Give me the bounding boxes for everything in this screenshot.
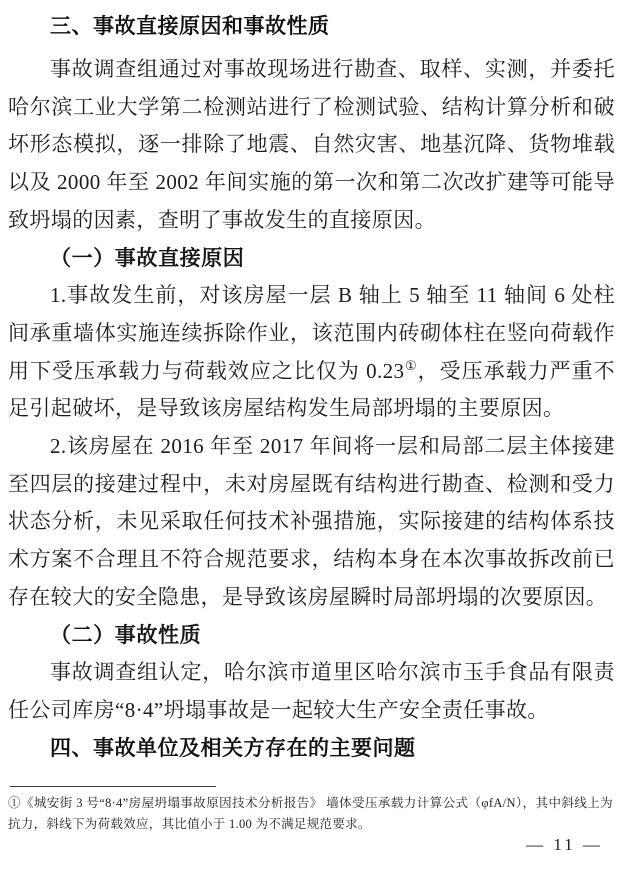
footnote-reference-mark: ①	[404, 357, 418, 373]
subsection1-heading: （一）事故直接原因	[50, 245, 245, 270]
direct-cause-1-text-before: 1.事故发生前，对该房屋一层 B 轴上 5 轴至 11 轴间 6 处柱间承重墙体实施连续拆除作业，该范围内砖砌体柱在竖向荷载作用下受压承载力与荷载效应之比仅为 0.23	[8, 283, 615, 383]
section4-heading: 四、事故单位及相关方存在的主要问题	[50, 736, 416, 760]
footnote-separator-line	[10, 786, 216, 787]
footnote-text: 《城安街 3 号“8·4”房屋坍塌事故原因技术分析报告》 墙体受压承载力计算公式（φfA/N），其中斜线上为抗力，斜线下为荷载效应，其比值小于 1.00 为不满足规范要求。	[8, 796, 613, 831]
section3-intro-paragraph: 事故调查组通过对事故现场进行勘查、取样、实测，并委托哈尔滨工业大学第二检测站进行了检测试验、结构计算分析和破坏形态模拟，逐一排除了地震、自然灾害、地基沉降、货物堆载以及 2000 年至 2002 年间实施的第一次和第二次改扩建等可能导致坍塌的因素，查明了事故发生的直接原因。	[8, 57, 615, 232]
subsection2-heading: （二）事故性质	[50, 622, 202, 647]
document-body	[8, 10, 615, 767]
page-number: — 11 —	[526, 835, 603, 854]
section3-heading: 三、事故直接原因和事故性质	[50, 15, 330, 38]
direct-cause-1-paragraph	[8, 277, 615, 428]
direct-cause-1-text-after: ，受压承载力严重不足引起破坏，是导致该房屋结构发生局部坍塌的主要原因。	[8, 358, 615, 421]
footnote	[8, 793, 613, 835]
direct-cause-2-paragraph: 2.该房屋在 2016 年至 2017 年间将一层和局部二层主体接建至四层的接建过程中，未对房屋既有结构进行勘查、检测和受力状态分析，未见采取任何技术补强措施，实际接建的结构体系技术方案不合理且不符合规范要求，结构本身在本次事故拆改前已存在较大的安全隐患，是导致该房屋瞬时局部坍塌的次要原因。	[8, 434, 615, 609]
accident-nature-paragraph: 事故调查组认定，哈尔滨市道里区哈尔滨市玉手食品有限责任公司库房“8·4”坍塌事故是一起较大生产安全责任事故。	[8, 660, 615, 722]
footnote-marker: ①	[8, 796, 21, 810]
